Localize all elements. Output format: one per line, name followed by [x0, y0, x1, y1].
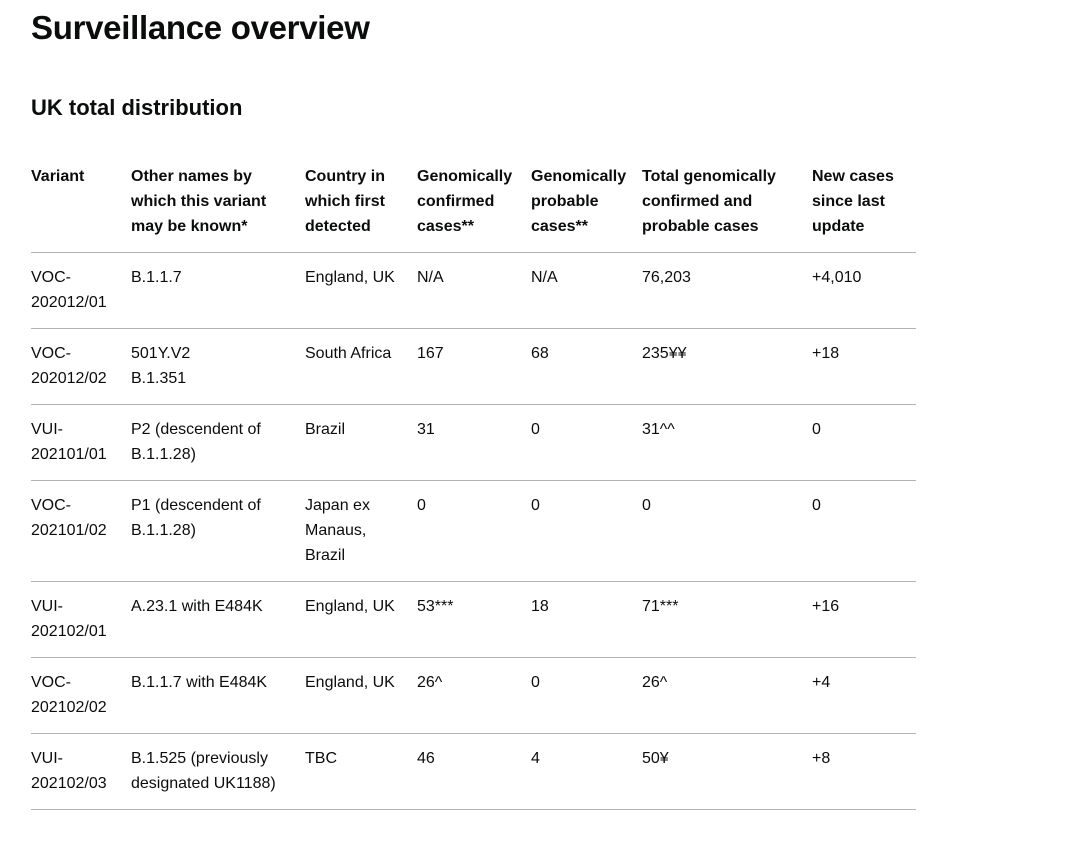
- cell-total: 235¥¥: [642, 329, 812, 405]
- cell-variant: VOC- 202101/02: [31, 481, 131, 582]
- cell-probable: 0: [531, 658, 642, 734]
- column-header-total: Total genomically confirmed and probable cases: [642, 164, 812, 253]
- cell-country: England, UK: [305, 582, 417, 658]
- cell-total: 26^: [642, 658, 812, 734]
- cell-new-cases: +16: [812, 582, 916, 658]
- cell-other-names: B.1.1.7: [131, 253, 305, 329]
- table-row: [31, 582, 916, 658]
- cell-total: 0: [642, 481, 812, 582]
- cell-total: 71***: [642, 582, 812, 658]
- table-header-row: [31, 164, 916, 253]
- table-row: [31, 481, 916, 582]
- cell-country: Brazil: [305, 405, 417, 481]
- page-title: Surveillance overview: [31, 9, 370, 46]
- cell-confirmed: 53***: [417, 582, 531, 658]
- table-row: [31, 329, 916, 405]
- cell-probable: 4: [531, 734, 642, 810]
- cell-total: 50¥: [642, 734, 812, 810]
- cell-total: 31^^: [642, 405, 812, 481]
- cell-variant: VUI- 202102/01: [31, 582, 131, 658]
- cell-other-names: B.1.1.7 with E484K: [131, 658, 305, 734]
- cell-probable: 0: [531, 405, 642, 481]
- cell-probable: 0: [531, 481, 642, 582]
- section-heading: UK total distribution: [31, 95, 243, 120]
- cell-confirmed: 46: [417, 734, 531, 810]
- cell-new-cases: +4: [812, 658, 916, 734]
- column-header-probable: Genomically probable cases**: [531, 164, 642, 253]
- cell-other-names: P2 (descendent of B.1.1.28): [131, 405, 305, 481]
- cell-new-cases: +8: [812, 734, 916, 810]
- column-header-confirmed: Genomically confirmed cases**: [417, 164, 531, 253]
- cell-new-cases: 0: [812, 481, 916, 582]
- column-header-other-names: Other names by which this variant may be known*: [131, 164, 305, 253]
- variant-distribution-table: [31, 164, 916, 810]
- cell-country: Japan ex Manaus, Brazil: [305, 481, 417, 582]
- cell-variant: VOC- 202102/02: [31, 658, 131, 734]
- cell-variant: VUI- 202101/01: [31, 405, 131, 481]
- table-row: [31, 253, 916, 329]
- table-row: [31, 734, 916, 810]
- cell-probable: N/A: [531, 253, 642, 329]
- cell-confirmed: 0: [417, 481, 531, 582]
- cell-other-names: A.23.1 with E484K: [131, 582, 305, 658]
- cell-confirmed: 26^: [417, 658, 531, 734]
- cell-probable: 18: [531, 582, 642, 658]
- cell-variant: VOC- 202012/01: [31, 253, 131, 329]
- cell-confirmed: 31: [417, 405, 531, 481]
- cell-variant: VUI- 202102/03: [31, 734, 131, 810]
- cell-country: South Africa: [305, 329, 417, 405]
- cell-new-cases: +18: [812, 329, 916, 405]
- cell-variant: VOC- 202012/02: [31, 329, 131, 405]
- cell-other-names: P1 (descendent of B.1.1.28): [131, 481, 305, 582]
- cell-other-names: 501Y.V2 B.1.351: [131, 329, 305, 405]
- cell-total: 76,203: [642, 253, 812, 329]
- cell-other-names: B.1.525 (previously designated UK1188): [131, 734, 305, 810]
- table-row: [31, 405, 916, 481]
- column-header-new-cases: New cases since last update: [812, 164, 916, 253]
- cell-probable: 68: [531, 329, 642, 405]
- cell-confirmed: N/A: [417, 253, 531, 329]
- cell-country: TBC: [305, 734, 417, 810]
- table-row: [31, 658, 916, 734]
- cell-new-cases: +4,010: [812, 253, 916, 329]
- page-content: [31, 0, 916, 810]
- column-header-country: Country in which first detected: [305, 164, 417, 253]
- cell-new-cases: 0: [812, 405, 916, 481]
- cell-country: England, UK: [305, 253, 417, 329]
- cell-confirmed: 167: [417, 329, 531, 405]
- cell-country: England, UK: [305, 658, 417, 734]
- column-header-variant: Variant: [31, 164, 131, 253]
